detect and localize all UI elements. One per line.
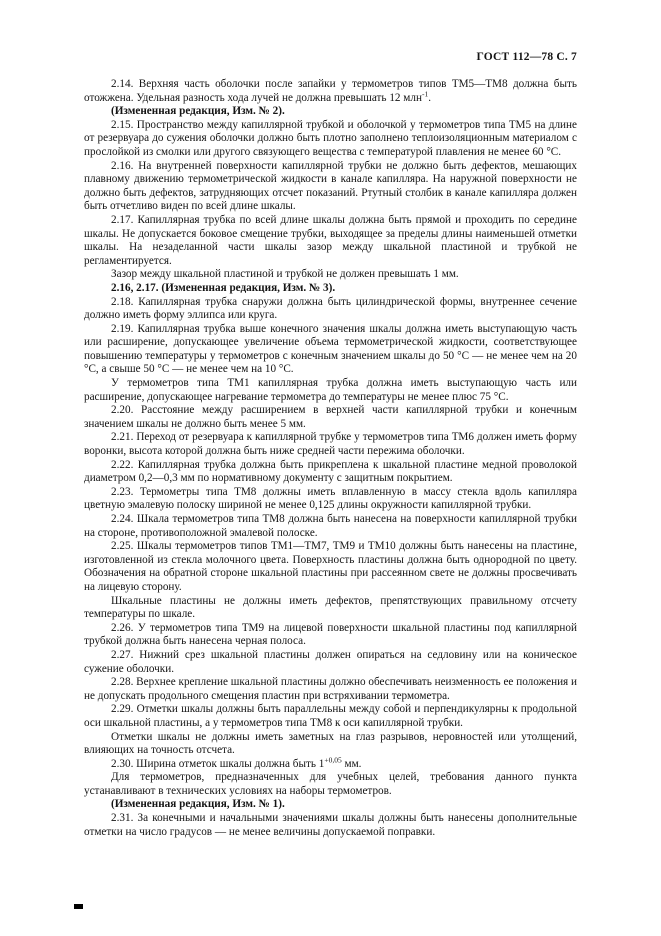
paragraph [84, 486, 577, 513]
paragraph [84, 649, 577, 676]
paragraph [84, 703, 577, 730]
print-corner-mark [74, 904, 83, 909]
paragraph [84, 323, 577, 377]
text-run: (Измененная редакция, Изм. № 2). [111, 105, 285, 118]
paragraph [84, 676, 577, 703]
text-run: (Измененная редакция, Изм. № 1). [111, 798, 285, 811]
text-run: мм. [341, 757, 362, 770]
text-run: 2.18. Капиллярная трубка снаружи должна быть цилиндрической формы, внутреннее сечение должно иметь форму эллипса или круга. [84, 295, 577, 322]
text-run: 2.23. Термометры типа ТМ8 должны иметь вплавленную в массу стекла вдоль капилляра цветную эмалевую полоску шириной не менее 0,125 длины окружности капиллярной трубки. [84, 485, 577, 512]
paragraph [84, 540, 577, 594]
paragraph [84, 214, 577, 268]
paragraph [84, 105, 577, 119]
text-run: 2.24. Шкала термометров типа ТМ8 должна быть нанесена на поверхности капиллярной трубки на стороне, противоположной эмалевой полоске. [84, 513, 577, 539]
document-body [84, 78, 577, 839]
paragraph [84, 754, 577, 772]
text-run: 2.19. Капиллярная трубка выше конечного значения шкалы должна иметь выступающую часть или расширение, допускающее увеличение объема термометрической жидкости, соответствующее повышению температуры у термометров с конечным значением шкалы до 50 °С — не менее чем на 20 °С, а свыше 50 °С — не менее чем на 10 °С. [84, 322, 577, 376]
text-run: Для термометров, предназначенных для учебных целей, требования данного пункта устанавливают в технических условиях на наборы термометров. [84, 771, 577, 797]
paragraph [84, 731, 577, 758]
text-run: 2.17. Капиллярная трубка по всей длине шкалы должна быть прямой и проходить по середине шкалы. Не допускается боковое смещение трубки, выходящее за пределы длины наименьшей отметки шкалы. На незаделанной части шкалы зазор между шкальной пластиной и трубкой не регламентируется. [84, 213, 577, 267]
superscript: -1 [421, 88, 429, 98]
text-run: 2.22. Капиллярная трубка должна быть прикреплена к шкальной пластине медной проволокой диаметром 0,2—0,3 мм по нормативному документу с защитным покрытием. [84, 458, 577, 485]
paragraph [84, 119, 577, 160]
text-run: 2.29. Отметки шкалы должны быть параллельны между собой и перпендикулярны к продольной оси шкальной пластины, а у термометров типа ТМ8 к оси капиллярной трубки. [84, 703, 577, 729]
text-run: . [428, 91, 432, 104]
text-run: 2.26. У термометров типа ТМ9 на лицевой поверхности шкальной пластины под капиллярной трубкой должна быть нанесена черная полоса. [84, 621, 577, 648]
text-run: 2.16, 2.17. (Измененная редакция, Изм. № 3). [111, 281, 336, 294]
text-run: Отметки шкалы не должны иметь заметных на глаз разрывов, неровностей или утолщений, влияющих на точность отсчета. [84, 730, 577, 757]
paragraph [84, 798, 577, 812]
paragraph [84, 78, 577, 105]
paragraph [84, 404, 577, 431]
paragraph [84, 282, 577, 296]
text-run: 2.25. Шкалы термометров типов ТМ1—ТМ7, ТМ9 и ТМ10 должны быть нанесены на пластине, изготовленной из стекла молочного цвета. Поверхность пластины должна быть однородной по цвету. Обозначения на обратной стороне шкальной пластины при рассеянном свете не должны просвечивать на лицевую сторону. [84, 540, 577, 593]
paragraph [84, 268, 577, 282]
paragraph [84, 296, 577, 323]
text-run: Зазор между шкальной пластиной и трубкой не должен превышать 1 мм. [111, 268, 459, 281]
text-run: 2.31. За конечными и начальными значениями шкалы должны быть нанесены дополнительные отметки на число градусов — не менее величины допускаемой поправки. [84, 812, 577, 838]
text-run: 2.16. На внутренней поверхности капиллярной трубки не должно быть дефектов, мешающих плавному движению термометрической жидкости в канале капилляра. На наружной поверхности не должно быть дефектов, затрудняющих отсчет показаний. Ртутный столбик в канале капилляра должен быть отчетливо виден по всей длине шкалы. [84, 159, 577, 213]
paragraph [84, 595, 577, 622]
paragraph [84, 459, 577, 486]
text-run: 2.27. Нижний срез шкальной пластины должен опираться на седловину или на коническое сужение оболочки. [84, 648, 577, 675]
text-run: 2.20. Расстояние между расширением в верхней части капиллярной трубки и конечным значением шкалы не должно быть менее 5 мм. [84, 404, 577, 430]
page-header-gost-number: ГОСТ 112—78 С. 7 [476, 51, 577, 63]
text-run: 2.21. Переход от резервуара к капиллярной трубке у термометров типа ТМ6 должен иметь форму воронки, высота которой должна быть ниже средней части пережима оболочки. [84, 431, 577, 458]
paragraph [84, 160, 577, 214]
text-run: 2.14. Верхняя часть оболочки после запайки у термометров типов ТМ5—ТМ8 должна быть отожжена. Удельная разность хода лучей не должна превышать 12 млн [84, 78, 577, 104]
superscript: +0,05 [324, 754, 342, 764]
paragraph [84, 812, 577, 839]
paragraph [84, 513, 577, 540]
paragraph [84, 622, 577, 649]
paragraph [84, 431, 577, 458]
text-run: 2.15. Пространство между капиллярной трубкой и оболочкой у термометров типа ТМ5 на длине от резервуара до сужения оболочки должно быть плотно заполнено теплоизоляционным материалом с прослойкой из смолки или другого связующего вещества с температурой плавления не менее 60 °С. [84, 118, 577, 158]
text-run: Шкальные пластины не должны иметь дефектов, препятствующих правильному отсчету температуры по шкале. [84, 594, 577, 621]
paragraph [84, 771, 577, 798]
text-run: 2.30. Ширина отметок шкалы должна быть 1 [111, 757, 325, 770]
text-run: 2.28. Верхнее крепление шкальной пластины должно обеспечивать неизменность ее положения и не допускать продольного смещения пластин при встряхивании термометра. [84, 676, 577, 702]
paragraph [84, 377, 577, 404]
text-run: У термометров типа ТМ1 капиллярная трубка должна иметь выступающую часть или расширение, допускающее нагревание термометра до температуры не менее плюс 75 °С. [84, 377, 577, 403]
